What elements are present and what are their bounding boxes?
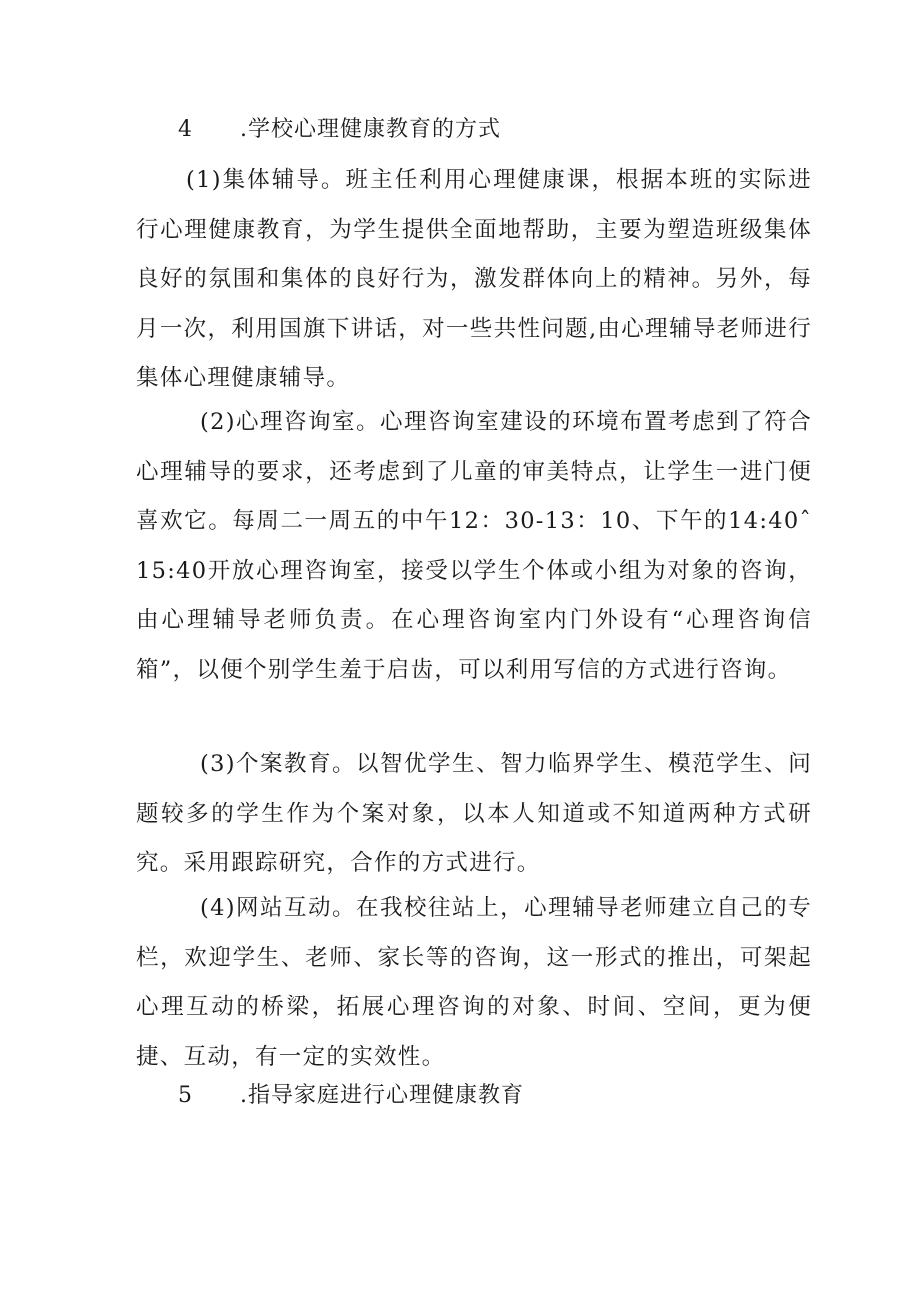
paragraph-group-counseling: (1)集体辅导。班主任利用心理健康课，根据本班的实际进行心理健康教育，为学生提供全面地帮助，主要为塑造班级集体良好的氛围和集体的良好行为，激发群体向上的精神。另外，每月一次，利用国旗下讲话，对一些共性问题,由心理辅导老师进行集体心理健康辅导。 xyxy=(136,167,812,391)
section-heading-5 xyxy=(178,1080,524,1112)
paragraph-website-interaction: (4)网站互动。在我校往站上，心理辅导老师建立自己的专栏，欢迎学生、老师、家长等的咨询，这一形式的推出，可架起心理互动的桥梁，拓展心理咨询的对象、时间、空间，更为便捷、互动，有一定的实效性。 xyxy=(136,895,812,1070)
section-number: 5 xyxy=(178,1083,193,1108)
section-number: 4 xyxy=(178,117,193,142)
section-heading-4 xyxy=(178,114,501,146)
section-title: .学校心理健康教育的方式 xyxy=(240,117,501,142)
paragraph-case-education: (3)个案教育。以智优学生、智力临界学生、模范学生、问题较多的学生作为个案对象，以本人知道或不知道两种方式研究。采用跟踪研究，合作的方式进行。 xyxy=(136,751,812,876)
section-title: .指导家庭进行心理健康教育 xyxy=(240,1083,524,1108)
paragraph-counseling-room: (2)心理咨询室。心理咨询室建设的环境布置考虑到了符合心理辅导的要求，还考虑到了儿童的审美特点，让学生一进门便喜欢它。每周二一周五的中午12：30-13：10、下午的14:40ˆ15:40开放心理咨询室，接受以学生个体或小组为对象的咨询，由心理辅导老师负责。在心理咨询室内门外设有“心理咨询信箱”，以便个别学生羞于启齿，可以利用写信的方式进行咨询。 xyxy=(136,409,812,683)
